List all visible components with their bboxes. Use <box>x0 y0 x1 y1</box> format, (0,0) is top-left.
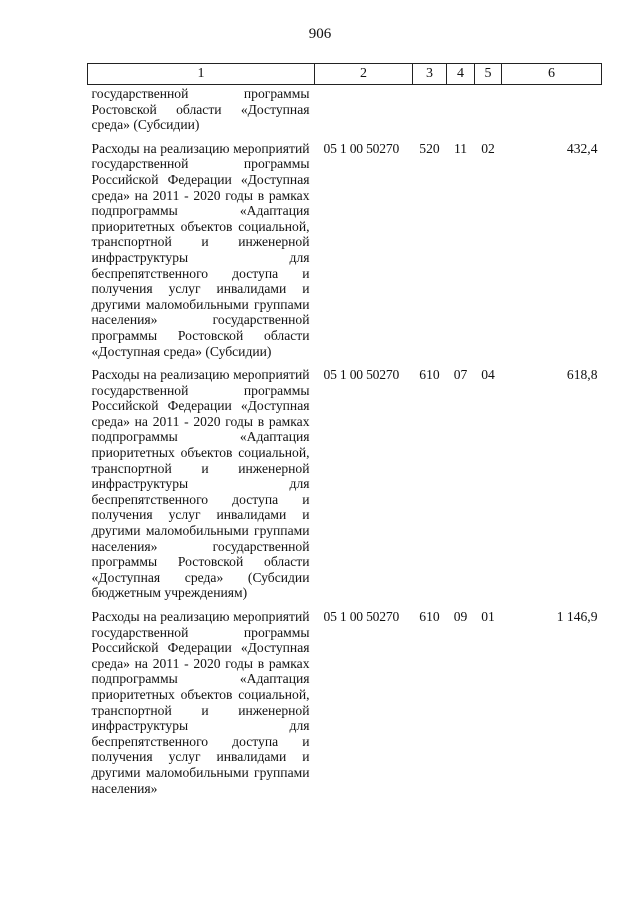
table-row <box>88 85 602 141</box>
table-row <box>88 367 602 609</box>
row-amount: 432,4 <box>566 140 598 156</box>
budget-table <box>87 63 602 804</box>
table-row <box>88 141 602 367</box>
row-col-5: 02 <box>481 140 495 156</box>
row-amount: 1 146,9 <box>556 609 598 624</box>
row-code: 05 1 00 50270 <box>323 367 400 383</box>
header-col-3: 3 <box>413 64 447 85</box>
header-row <box>88 64 602 85</box>
table-header <box>88 64 602 85</box>
row-code <box>315 85 413 141</box>
table-body <box>88 85 602 805</box>
row-col-4: 09 <box>453 609 468 624</box>
row-col-5: 04 <box>481 367 495 383</box>
header-col-4: 4 <box>447 64 475 85</box>
page-number: 906 <box>308 26 332 42</box>
row-code: 05 1 00 50270 <box>323 609 400 624</box>
header-col-1: 1 <box>88 64 315 85</box>
row-col-3: 610 <box>419 367 440 383</box>
row-description: Расходы на реализацию мероприятий государственной программы Российской Федерации «Доступная среда» на 2011 - 2020 годы в рамках подпрограммы «Адаптация приоритетных объектов социальной, транспортной и инженерной инфраструктуры для беспрепятственного доступа и получения услуг инвалидами и другими маломобильными группами населения» <box>91 609 310 796</box>
table-row <box>88 609 602 804</box>
row-col-4: 07 <box>453 367 468 383</box>
row-col-3: 520 <box>419 140 440 156</box>
row-amount: 618,8 <box>566 367 598 383</box>
row-description: Расходы на реализацию мероприятий государственной программы Российской Федерации «Доступная среда» на 2011 - 2020 годы в рамках подпрограммы «Адаптация приоритетных объектов социальной, транспортной и инженерной инфраструктуры для беспрепятственного доступа и получения услуг инвалидами и другими маломобильными группами населения» государственной программы Ростовской области «Доступная среда» (Субсидии бюджетным учреждениям) <box>91 367 310 601</box>
header-col-5: 5 <box>475 64 502 85</box>
row-col-5 <box>475 85 502 141</box>
row-description: государственной программы Ростовской области «Доступная среда» (Субсидии) <box>91 86 310 133</box>
row-col-3 <box>413 85 447 141</box>
row-col-5: 01 <box>481 609 495 624</box>
row-description: Расходы на реализацию мероприятий государственной программы Российской Федерации «Доступная среда» на 2011 - 2020 годы в рамках подпрограммы «Адаптация приоритетных объектов социальной, транспортной и инженерной инфраструктуры для беспрепятственного доступа и получения услуг инвалидами и другими маломобильными группами населения» государственной программы Ростовской области «Доступная среда» (Субсидии) <box>91 140 310 359</box>
header-col-6: 6 <box>502 64 602 85</box>
row-col-3: 610 <box>419 609 440 624</box>
row-code: 05 1 00 50270 <box>323 140 400 156</box>
row-col-4 <box>447 85 475 141</box>
row-amount <box>502 85 602 141</box>
row-col-4: 11 <box>453 140 468 156</box>
header-col-2: 2 <box>315 64 413 85</box>
